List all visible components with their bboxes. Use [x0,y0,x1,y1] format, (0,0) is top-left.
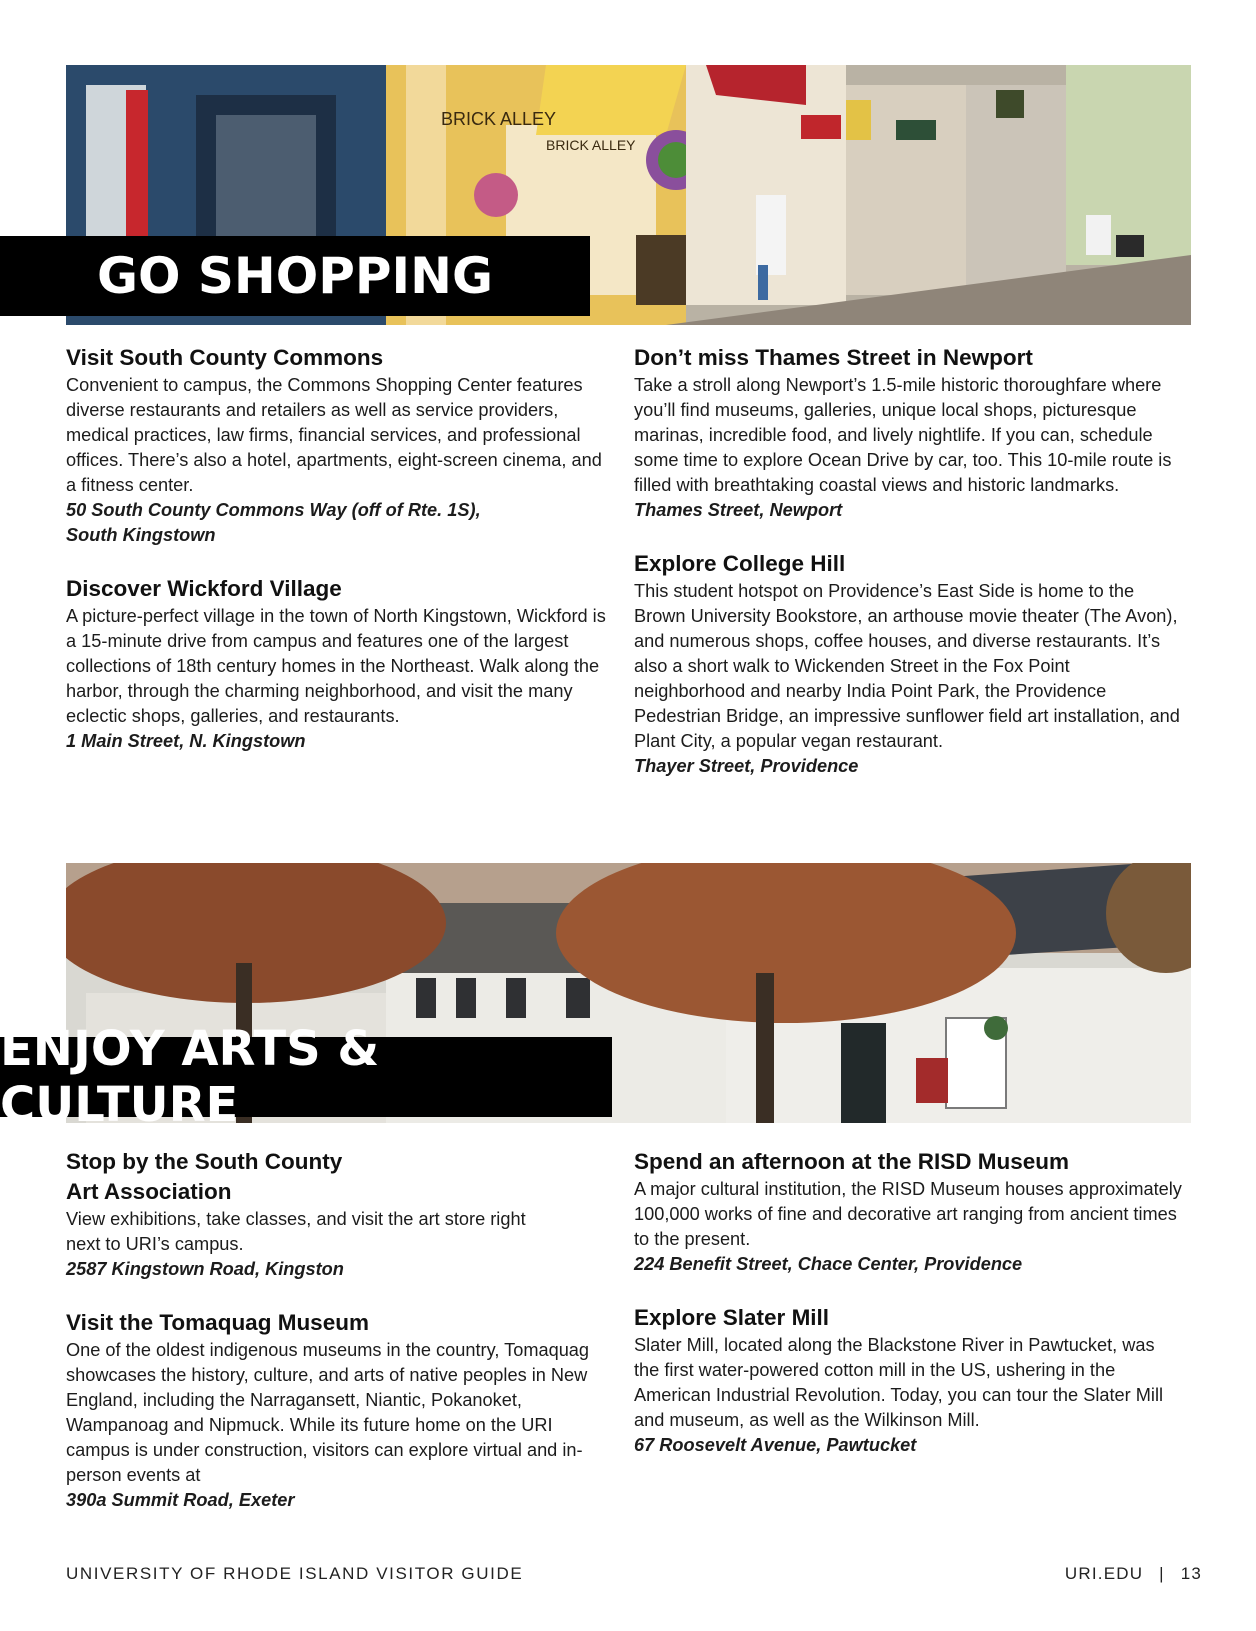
listing-description: One of the oldest indigenous museums in the country, Tomaquag showcases the history, culture, and arts of native peoples in New England, including the Narragansett, Niantic, Pokanoket, Wampanoag and Nipmuck. While its future home on the URI campus is under construction, visitors can explore virtual and in-person events at [66,1340,590,1485]
listing-address: 390a Summit Road, Exeter [66,1490,295,1510]
listing-thames-street [634,343,1182,523]
arts-left-column [66,1147,611,1539]
listing-heading: Spend an afternoon at the RISD Museum [634,1149,1070,1174]
svg-text:BRICK ALLEY: BRICK ALLEY [546,137,636,153]
listing-heading: Visit South County Commons [66,345,384,370]
listing-heading: Stop by the South County Art Association [66,1149,343,1204]
shopping-section-title: GO SHOPPING [0,236,590,316]
footer-site-link[interactable]: URI.EDU [1064,1564,1144,1583]
listing-description: A picture-perfect village in the town of North Kingstown, Wickford is a 15-minute drive from campus and features one of the largest collections of 18th century homes in the Northeast. Walk along the harbor, through the charming neighborhood, and visit the many eclectic shops, galleries, and restaurants. [66,606,606,726]
listing-wickford-village [66,574,606,754]
shopping-left-column [66,343,606,780]
listing-college-hill [634,549,1182,779]
arts-right-column [634,1147,1182,1484]
listing-address: 67 Roosevelt Avenue, Pawtucket [634,1435,917,1455]
footer-separator: | [1159,1564,1165,1583]
listing-address: 224 Benefit Street, Chace Center, Providence [634,1254,1023,1274]
listing-south-county-art-association [66,1147,611,1282]
listing-heading: Discover Wickford Village [66,576,342,601]
listing-description: This student hotspot on Providence’s East Side is home to the Brown University Bookstore, an arthouse movie theater (The Avon), and numerous shops, coffee houses, and diverse restaurants. It’s also a short walk to Wickenden Street in the Fox Point neighborhood and nearby India Point Park, the Providence Pedestrian Bridge, an impressive sunflower field art installation, and Plant City, a popular vegan restaurant. [634,581,1180,751]
listing-address: 50 South County Commons Way (off of Rte. 1S), South Kingstown [66,500,481,545]
listing-address: 2587 Kingstown Road, Kingston [66,1259,344,1279]
listing-description: View exhibitions, take classes, and visit the art store right next to URI’s campus. [66,1209,526,1254]
footer-page-info [1065,1564,1202,1584]
listing-description: Slater Mill, located along the Blackstone River in Pawtucket, was the first water-powered cotton mill in the US, ushering in the American Industrial Revolution. Today, you can tour the Slater Mill and museum, as well as the Wilkinson Mill. [634,1335,1164,1430]
page-number: 13 [1180,1564,1202,1583]
listing-heading: Don’t miss Thames Street in Newport [634,345,1033,370]
footer-guide-title: UNIVERSITY OF RHODE ISLAND VISITOR GUIDE [66,1564,524,1583]
listing-address: Thayer Street, Providence [634,756,859,776]
listing-south-county-commons [66,343,606,548]
listing-heading: Explore College Hill [634,551,846,576]
listing-description: Take a stroll along Newport’s 1.5-mile historic thoroughfare where you’ll find museums, galleries, unique local shops, picturesque marinas, incredible food, and lively nightlife. If you can, schedule some time to explore Ocean Drive by car, too. This 10-mile route is filled with breathtaking coastal views and historic landmarks. [634,375,1172,495]
shopping-right-column [634,343,1182,805]
listing-tomaquag-museum [66,1308,611,1513]
listing-description: Convenient to campus, the Commons Shopping Center features diverse restaurants and retailers as well as service providers, medical practices, law firms, financial services, and professional offices. There’s also a hotel, apartments, eight-screen cinema, and a fitness center. [66,375,602,495]
listing-risd-museum [634,1147,1182,1277]
arts-section-title: ENJOY ARTS & CULTURE [0,1037,612,1117]
svg-text:BRICK ALLEY: BRICK ALLEY [441,109,557,129]
listing-heading: Visit the Tomaquag Museum [66,1310,369,1335]
listing-address: 1 Main Street, N. Kingstown [66,731,306,751]
listing-address: Thames Street, Newport [634,500,843,520]
listing-heading: Explore Slater Mill [634,1305,830,1330]
listing-slater-mill [634,1303,1182,1458]
listing-description: A major cultural institution, the RISD Museum houses approximately 100,000 works of fine and decorative art ranging from ancient times to the present. [634,1179,1182,1249]
